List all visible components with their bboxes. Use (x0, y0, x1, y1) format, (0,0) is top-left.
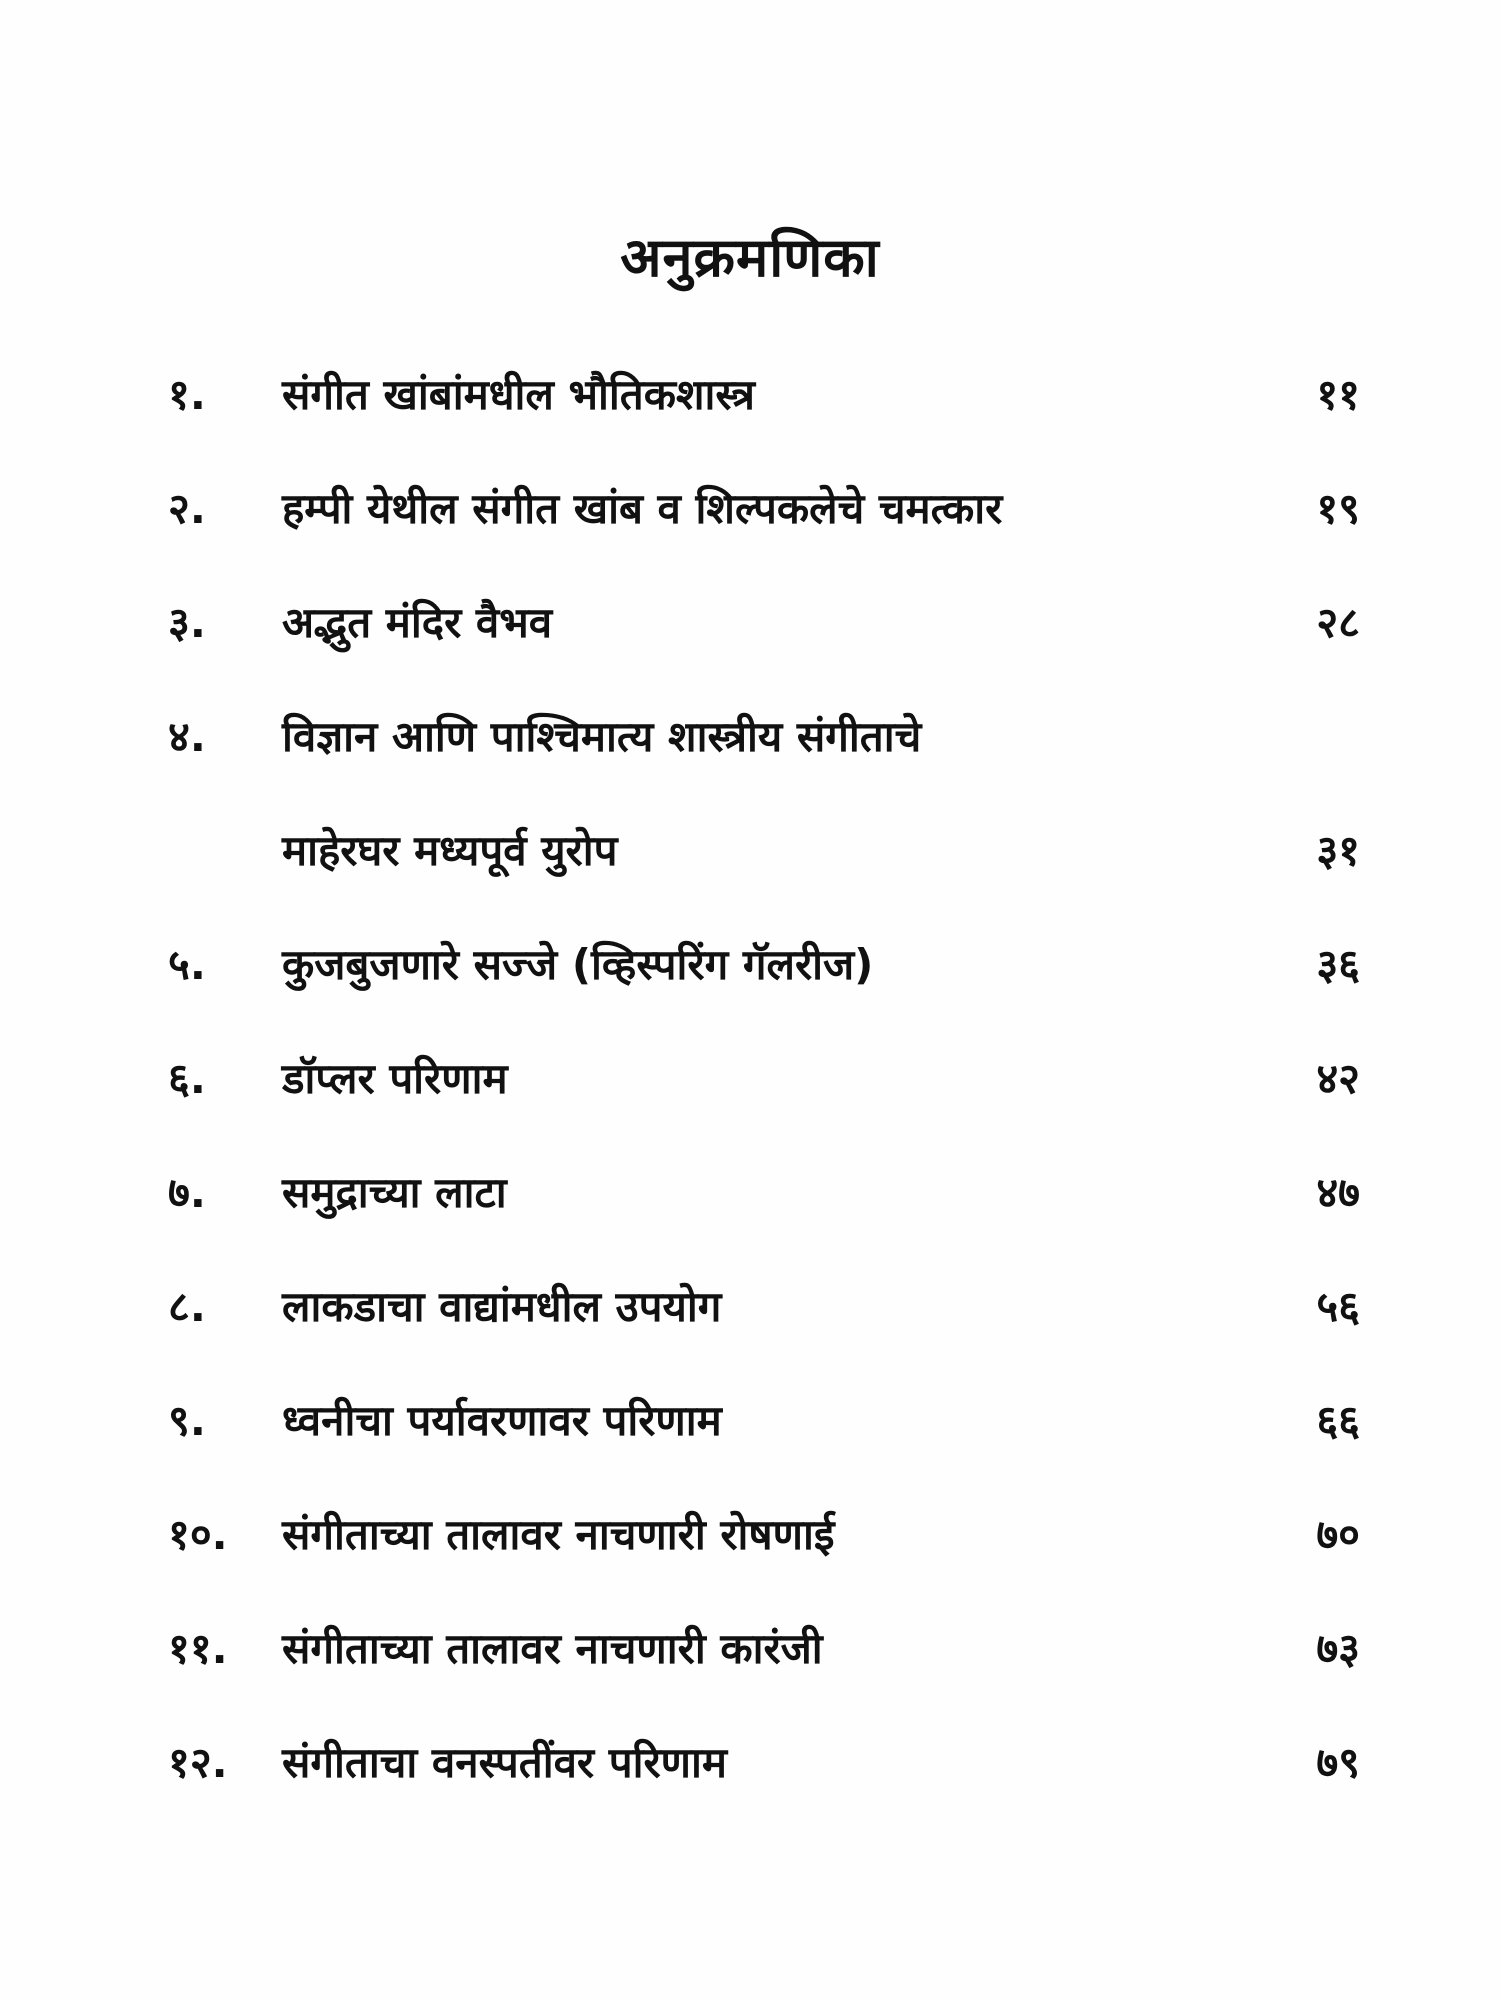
toc-entry-title: लाकडाचा वाद्यांमधील उपयोग (282, 1282, 722, 1331)
toc-entry-number: ५. (168, 940, 206, 989)
toc-entry-title: समुद्राच्या लाटा (282, 1168, 507, 1217)
toc-entry (0, 702, 1500, 772)
toc-entry-number: ११. (168, 1624, 228, 1673)
toc-entry-page: ४२ (1316, 1054, 1360, 1103)
toc-entry-title: डॉप्लर परिणाम (282, 1054, 508, 1103)
toc-entry (0, 930, 1500, 1000)
toc-entry-number: ८. (168, 1282, 206, 1331)
toc-entry-number: ६. (168, 1054, 206, 1103)
toc-entry (0, 1272, 1500, 1342)
toc-entry-title: संगीत खांबांमधील भौतिकशास्त्र (282, 370, 755, 419)
toc-entry-page: ७९ (1316, 1738, 1360, 1787)
toc-entry-page: ३१ (1316, 826, 1360, 875)
toc-entry-page: ५६ (1316, 1282, 1360, 1331)
toc-entry-number: ७. (168, 1168, 206, 1217)
toc-entry-number: ३. (168, 598, 206, 647)
toc-entry-title: संगीताच्या तालावर नाचणारी रोषणाई (282, 1510, 835, 1559)
toc-entry (0, 474, 1500, 544)
toc-entry-title: हम्पी येथील संगीत खांब व शिल्पकलेचे चमत्कार (282, 484, 1003, 533)
toc-entry-number: ९. (168, 1396, 206, 1445)
toc-entry-title: संगीताच्या तालावर नाचणारी कारंजी (282, 1624, 823, 1673)
toc-entry (0, 1614, 1500, 1684)
toc-entry-title: कुजबुजणारे सज्जे (व्हिस्परिंग गॅलरीज) (282, 940, 874, 989)
toc-entry (0, 588, 1500, 658)
toc-entry-page: १९ (1316, 484, 1360, 533)
toc-entry-number: ४. (168, 712, 206, 761)
toc-entry (0, 1500, 1500, 1570)
page-title: अनुक्रमणिका (620, 226, 880, 289)
toc-entry-page: ६६ (1316, 1396, 1360, 1445)
toc-entry (0, 1728, 1500, 1798)
toc-entry (0, 1158, 1500, 1228)
toc-entry-page: ११ (1316, 370, 1360, 419)
toc-entry-number: १. (168, 370, 206, 419)
toc-entry-page: २८ (1316, 598, 1360, 647)
toc-entry-title: माहेरघर मध्यपूर्व युरोप (282, 826, 618, 875)
toc-entry-title: ध्वनीचा पर्यावरणावर परिणाम (282, 1396, 722, 1445)
toc-entry-title: विज्ञान आणि पाश्चिमात्य शास्त्रीय संगीताचे (282, 712, 922, 761)
toc-entry-number: २. (168, 484, 206, 533)
toc-entry-continuation (0, 816, 1500, 886)
toc-entry-page: ७३ (1316, 1624, 1360, 1673)
toc-entry-title: संगीताचा वनस्पतींवर परिणाम (282, 1738, 728, 1787)
toc-entry (0, 1386, 1500, 1456)
toc-entry-page: ७० (1316, 1510, 1360, 1559)
toc-entry (0, 1044, 1500, 1114)
toc-entry-number: १०. (168, 1510, 228, 1559)
toc-entry-title: अद्भुत मंदिर वैभव (282, 598, 553, 647)
toc-entry-page: ३६ (1316, 940, 1360, 989)
toc-entry-page: ४७ (1316, 1168, 1360, 1217)
toc-entry-number: १२. (168, 1738, 228, 1787)
toc-entry (0, 360, 1500, 430)
